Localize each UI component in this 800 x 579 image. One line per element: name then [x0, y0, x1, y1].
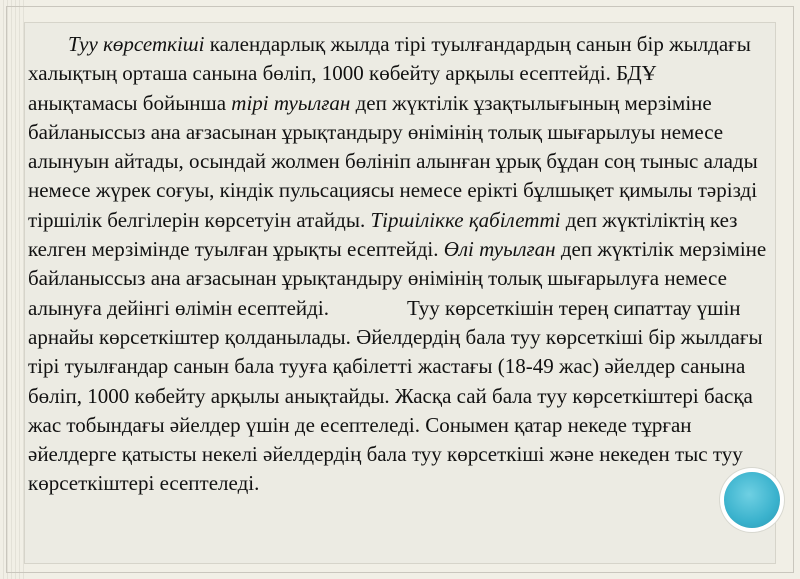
sentence-3: деп жүктіліктің кез келген мерзімінде туылған ұрықты есептейді. [28, 207, 738, 262]
sentence-1: календарлық жылда тірі туылғандардың санын бір жылдағы халықтың орташа санына бөліп, 1000 көбейту арқылы есептейді. БДҰ анықтамасы бойынша [28, 32, 751, 115]
decorative-circle-icon [724, 472, 780, 528]
body-paragraph [28, 30, 770, 499]
sentence-2: деп жүктілік ұзақтылығының мерзіміне байланыссыз ана ағзасынан ұрықтандыру өнімінің толық шығарылуы немесе алынуын айтады, осындай жолмен бөлініп алынған ұрық бұдан соң тыныс алады немесе жүрек соғуы, кіндік пульсациясы немесе ерікті бұлшықет қимылы тәрізді тіршілік белгілерін көрсетуін атайды. [28, 90, 758, 232]
term-birth-rate: Туу көрсеткіші [68, 32, 205, 56]
term-viable: Тіршілікке қабілетті [370, 207, 561, 232]
sentence-5: Туу көрсеткішін терең сипаттау үшін арнайы көрсеткіштер қолданылады. Әйелдердің бала туу көрсеткіші бір жылдағы тірі туылғандар санын бала тууға қабілетті жастағы (18-49 жас) әйелдер санына бөліп, 1000 көбейту арқылы анықтайды. Жасқа сай бала туу көрсеткіштері басқа жас тобындағы әйелдер үшін де есептеледі. Сонымен қатар некеде тұрған әйелдерге қатысты некелі әйелдердің бала туу көрсеткіші және некеден тыс туу көрсеткіштері есептеледі. [28, 295, 763, 496]
term-live-birth: тірі туылған [231, 90, 351, 115]
sentence-4: деп жүктілік мерзіміне байланыссыз ана ағзасынан ұрықтандыру өнімінің толық шығарылуға немесе алынуға дейінгі өлімін есептейді. [28, 237, 767, 320]
term-stillbirth: Өлі туылған [443, 237, 556, 262]
paragraph-indent [28, 32, 68, 56]
